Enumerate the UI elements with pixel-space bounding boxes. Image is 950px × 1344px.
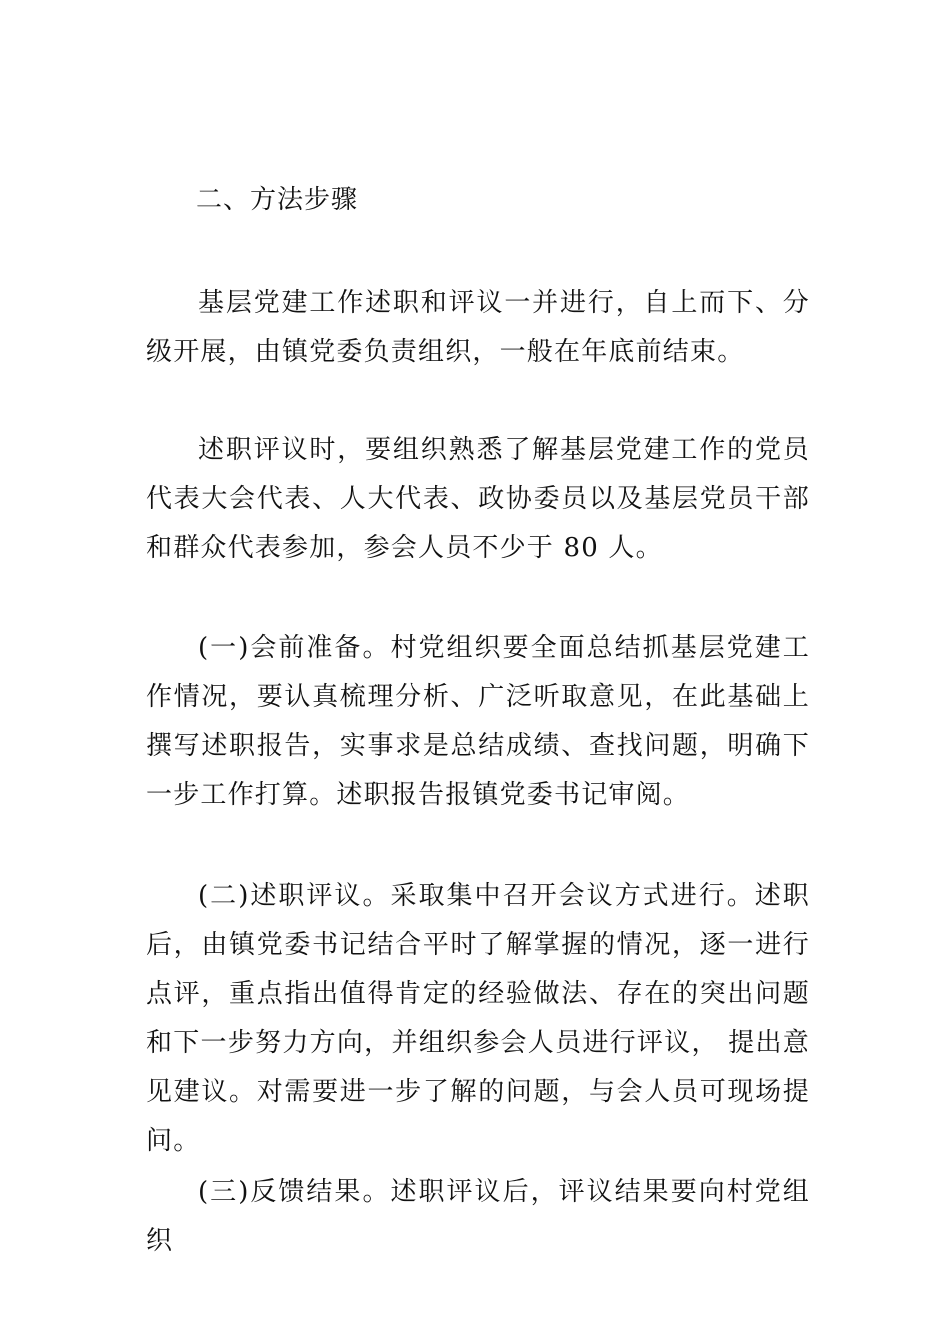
paragraph-participants: 述职评议时，要组织熟悉了解基层党建工作的党员代表大会代表、人大代表、政协委员以及基层党员干部和群众代表参加，参会人员不少于 80 人。 (146, 435, 810, 563)
paragraph-method-overview: 基层党建工作述职和评议一并进行，自上而下、分级开展，由镇党委负责组织，一般在年底前结束。 (146, 288, 810, 367)
paragraph-preparation: (一)会前准备。村党组织要全面总结抓基层党建工作情况，要认真梳理分析、广泛听取意见，在此基础上撰写述职报告，实事求是总结成绩、查找问题，明确下一步工作打算。述职报告报镇党委书记审阅。 (146, 633, 810, 810)
section-heading: 二、方法步骤 (196, 185, 359, 215)
paragraph-review: (二)述职评议。采取集中召开会议方式进行。述职后，由镇党委书记结合平时了解掌握的情况，逐一进行点评，重点指出值得肯定的经验做法、存在的突出问题和下一步努力方向，并组织参会人员进行评议， 提出意见建议。对需要进一步了解的问题，与会人员可现场提问。 (146, 881, 810, 1156)
paragraph-feedback: (三)反馈结果。述职评议后，评议结果要向村党组织 (146, 1177, 810, 1256)
